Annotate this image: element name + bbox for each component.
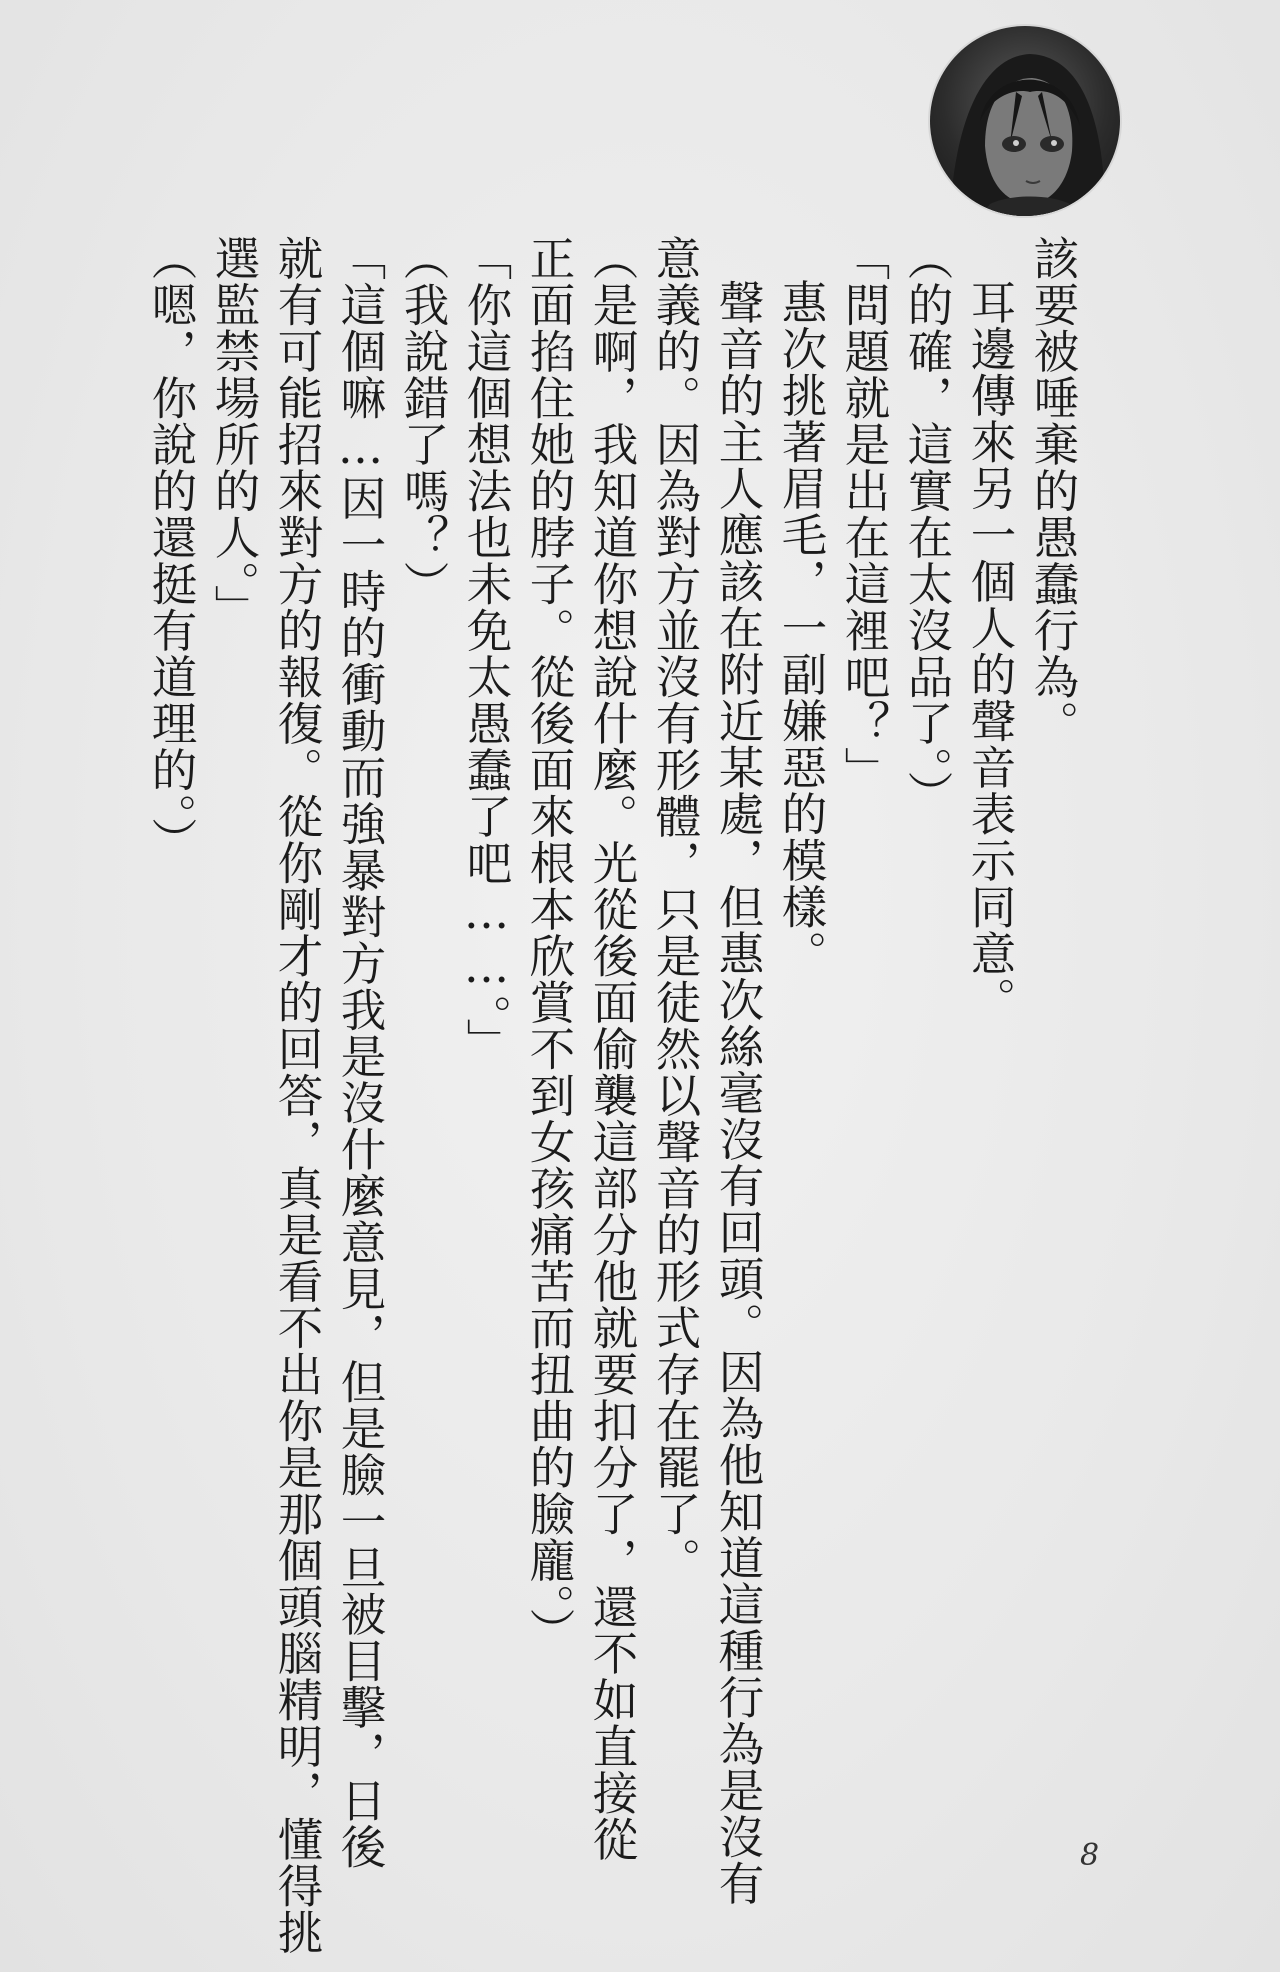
vertical-text-body <box>145 235 1085 1956</box>
text-line: （的確，這實在太沒品了。） <box>901 235 954 817</box>
text-line: 「你這個想法也未免太愚蠢了吧……。」 <box>460 235 513 1065</box>
text-line: 選監禁場所的人。」 <box>208 235 261 631</box>
text-line: 聲音的主人應該在附近某處，但惠次絲毫沒有回頭。因為他知道這種行為是沒有 <box>712 279 765 1907</box>
text-line: 「問題就是出在這裡吧？」 <box>838 235 891 793</box>
text-line: 該要被唾棄的愚蠢行為。 <box>1027 235 1080 747</box>
text-line: 惠次挑著眉毛，一副嫌惡的模樣。 <box>775 279 828 977</box>
text-line: （我說錯了嗎？） <box>397 235 450 607</box>
text-line: （嗯，你說的還挺有道理的。） <box>145 235 198 864</box>
text-line: 「這個嘛…因一時的衝動而強暴對方我是沒什麼意見，但是臉一旦被目擊，日後 <box>334 235 387 1870</box>
character-portrait-icon <box>930 26 1120 216</box>
text-line: （是啊，我知道你想說什麼。光從後面偷襲這部分他就要扣分了，還不如直接從 <box>586 235 639 1863</box>
text-line: 正面掐住她的脖子。從後面來根本欣賞不到女孩痛苦而扭曲的臉龐。） <box>523 235 576 1654</box>
text-line: 耳邊傳來另一個人的聲音表示同意。 <box>964 279 1017 1023</box>
portrait-illustration <box>930 26 1120 216</box>
text-line: 就有可能招來對方的報復。從你剛才的回答，真是看不出你是那個頭腦精明，懂得挑 <box>271 235 324 1956</box>
text-line: 意義的。因為對方並沒有形體，只是徒然以聲音的形式存在罷了。 <box>649 235 702 1584</box>
page-number: 8 <box>1080 1838 1100 1873</box>
